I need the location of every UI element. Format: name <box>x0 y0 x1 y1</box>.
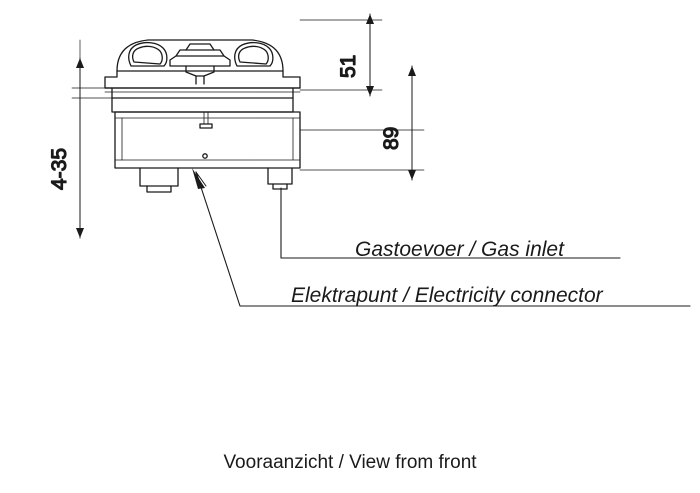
cooktop-body <box>105 40 300 98</box>
dimension-label-89: 89 <box>380 126 403 150</box>
dimension-label-51: 51 <box>337 54 360 78</box>
leader-arrowhead <box>192 168 205 189</box>
oven-housing <box>112 98 300 168</box>
bottom-connectors <box>140 168 292 192</box>
dimension-89 <box>300 66 424 180</box>
gas-inlet-label: Gastoevoer / Gas inlet <box>355 238 564 261</box>
view-caption: Vooraanzicht / View from front <box>223 452 477 473</box>
dimension-label-4-35: 4-35 <box>48 147 71 190</box>
dimension-4-35 <box>72 40 130 238</box>
electricity-connector-label: Elektrapunt / Electricity connector <box>291 284 603 307</box>
